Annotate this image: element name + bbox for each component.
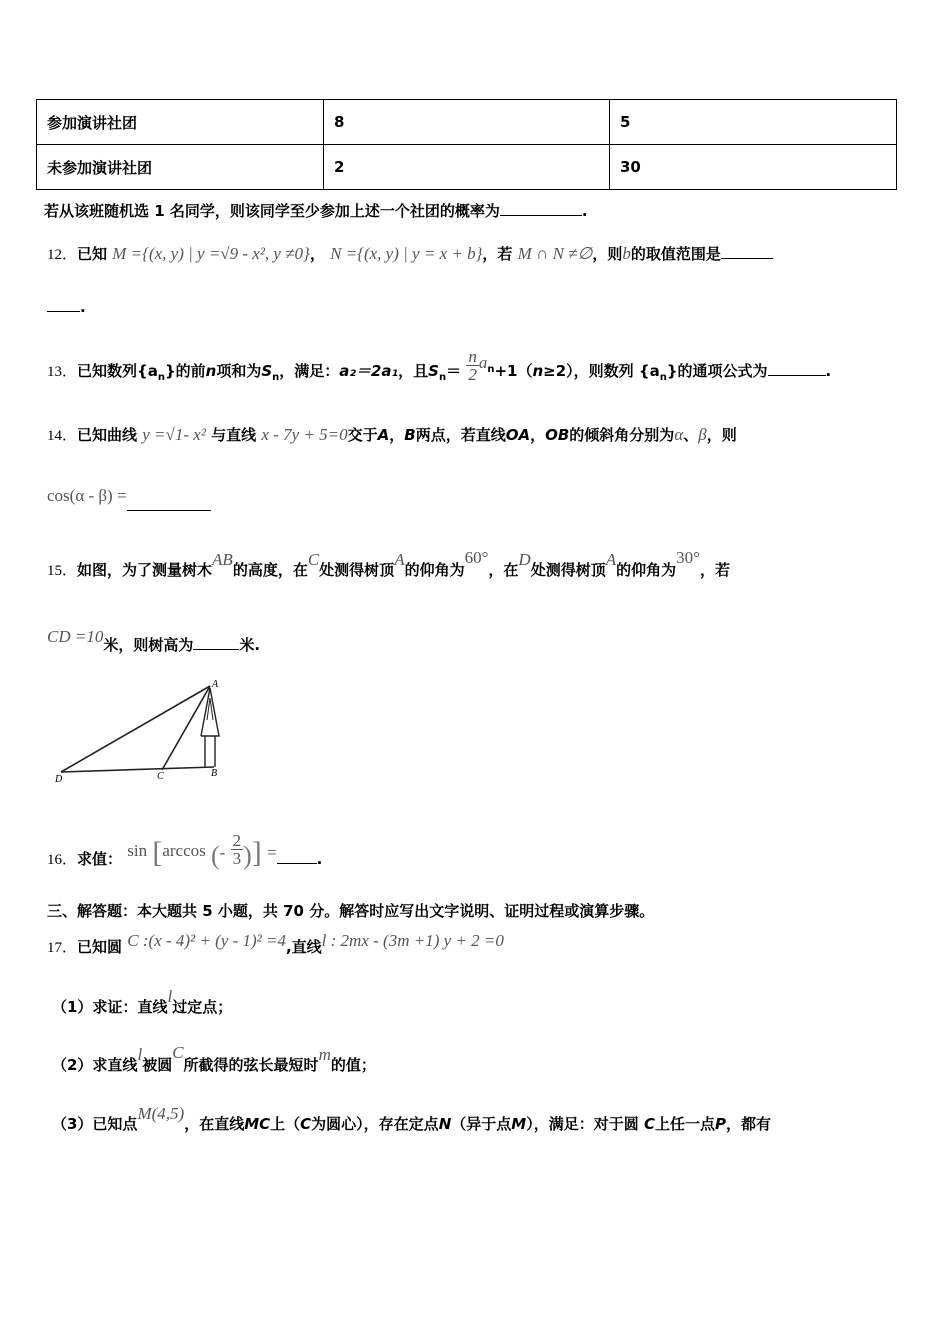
q17-part-2: （2）求直线l被圆C所截得的弦长最短时m的值； xyxy=(52,1043,376,1074)
set-m: M ={(x, y) | y =√9 - x², y ≠0} xyxy=(112,244,310,263)
answer-blank xyxy=(721,244,773,259)
q11-tail: 若从该班随机选 1 名同学，则该同学至少参加上述一个社团的概率为 . xyxy=(44,202,588,220)
club-table xyxy=(36,99,897,190)
question-13: 13．已知数列$\{a_n\}$的前n项和为$S_n$，满足：a₂＝2a₁，且$S_n=$ $\frac{n}{2}$ $a_n+1(n\ge 2)$，则数列 $\{a_n\}$的通项公式为 . xyxy=(47,347,832,384)
line-equation: x - 7y + 5=0 xyxy=(261,425,348,444)
question-12: 12．已知 M ={(x, y) | y =√9 - x², y ≠0}， N ={(x, y) | y = x + b}，若 M ∩ N ≠∅，则b的取值范围是 xyxy=(47,243,773,264)
cell-value: 30 xyxy=(610,145,897,190)
question-16: 16．求值： sin [arccos (- $\frac{2}{3}$ )] = . xyxy=(47,831,323,870)
label-c: C xyxy=(157,771,164,782)
curve-equation: y =√1- x² xyxy=(142,425,206,444)
cell-value: 2 xyxy=(324,145,610,190)
cell-value: 8 xyxy=(324,100,610,145)
q15-cont: CD =10米，则树高为 米. xyxy=(47,627,261,654)
cell-value: 5 xyxy=(610,100,897,145)
answer-blank xyxy=(193,635,239,650)
set-n: N ={(x, y) | y = x + b} xyxy=(330,244,483,263)
row-label: 参加演讲社团 xyxy=(37,100,324,145)
fraction-2-over-3: $\frac{2}{3}$ xyxy=(232,831,242,868)
label-d: D xyxy=(55,774,63,785)
row-label: 未参加演讲社团 xyxy=(37,145,324,190)
table-row xyxy=(37,100,897,145)
label-b: B xyxy=(211,768,218,779)
circle-equation: C :(x - 4)² + (y - 1)² =4 xyxy=(127,931,286,950)
label-a: A xyxy=(212,679,219,690)
q14-expression: cos(α - β) = xyxy=(47,486,211,506)
table-row xyxy=(37,145,897,190)
answer-blank xyxy=(127,496,211,511)
section-3-heading: 三、解答题：本大题共 5 小题，共 70 分。解答时应写出文字说明、证明过程或演算步骤。 xyxy=(47,902,655,920)
q17-part-1: （1）求证：直线l过定点； xyxy=(52,987,233,1016)
line-db xyxy=(61,767,214,772)
line-l-equation: l : 2mx - (3m +1) y + 2 =0 xyxy=(321,931,504,950)
q17-part-3: （3）已知点M(4,5)，在直线MC上（C为圆心），存在定点N（异于点M），满足：对于圆 C上任一点P，都有 xyxy=(52,1104,771,1133)
q12-blank-cont: . xyxy=(47,297,86,316)
line-da xyxy=(61,686,210,772)
tree-measure-figure xyxy=(52,676,232,791)
tree-top xyxy=(201,688,219,736)
question-17: 17．已知圆 C :(x - 4)² + (y - 1)² =4,直线l : 2mx - (3m +1) y + 2 =0 xyxy=(47,931,504,956)
fraction-n-over-2: $\frac{n}{2}$ xyxy=(468,347,477,384)
answer-blank xyxy=(768,361,826,376)
question-14: 14．已知曲线 y =√1- x² 与直线 x - 7y + 5=0交于A，B两点，若直线OA，OB的倾斜角分别为α、β，则 xyxy=(47,425,737,444)
answer-blank xyxy=(277,849,317,864)
question-15: 15．如图，为了测量树木AB的高度，在C处测得树顶A的仰角为60°，在D处测得树顶A的仰角为30°，若 xyxy=(47,548,730,579)
answer-blank xyxy=(500,201,582,216)
